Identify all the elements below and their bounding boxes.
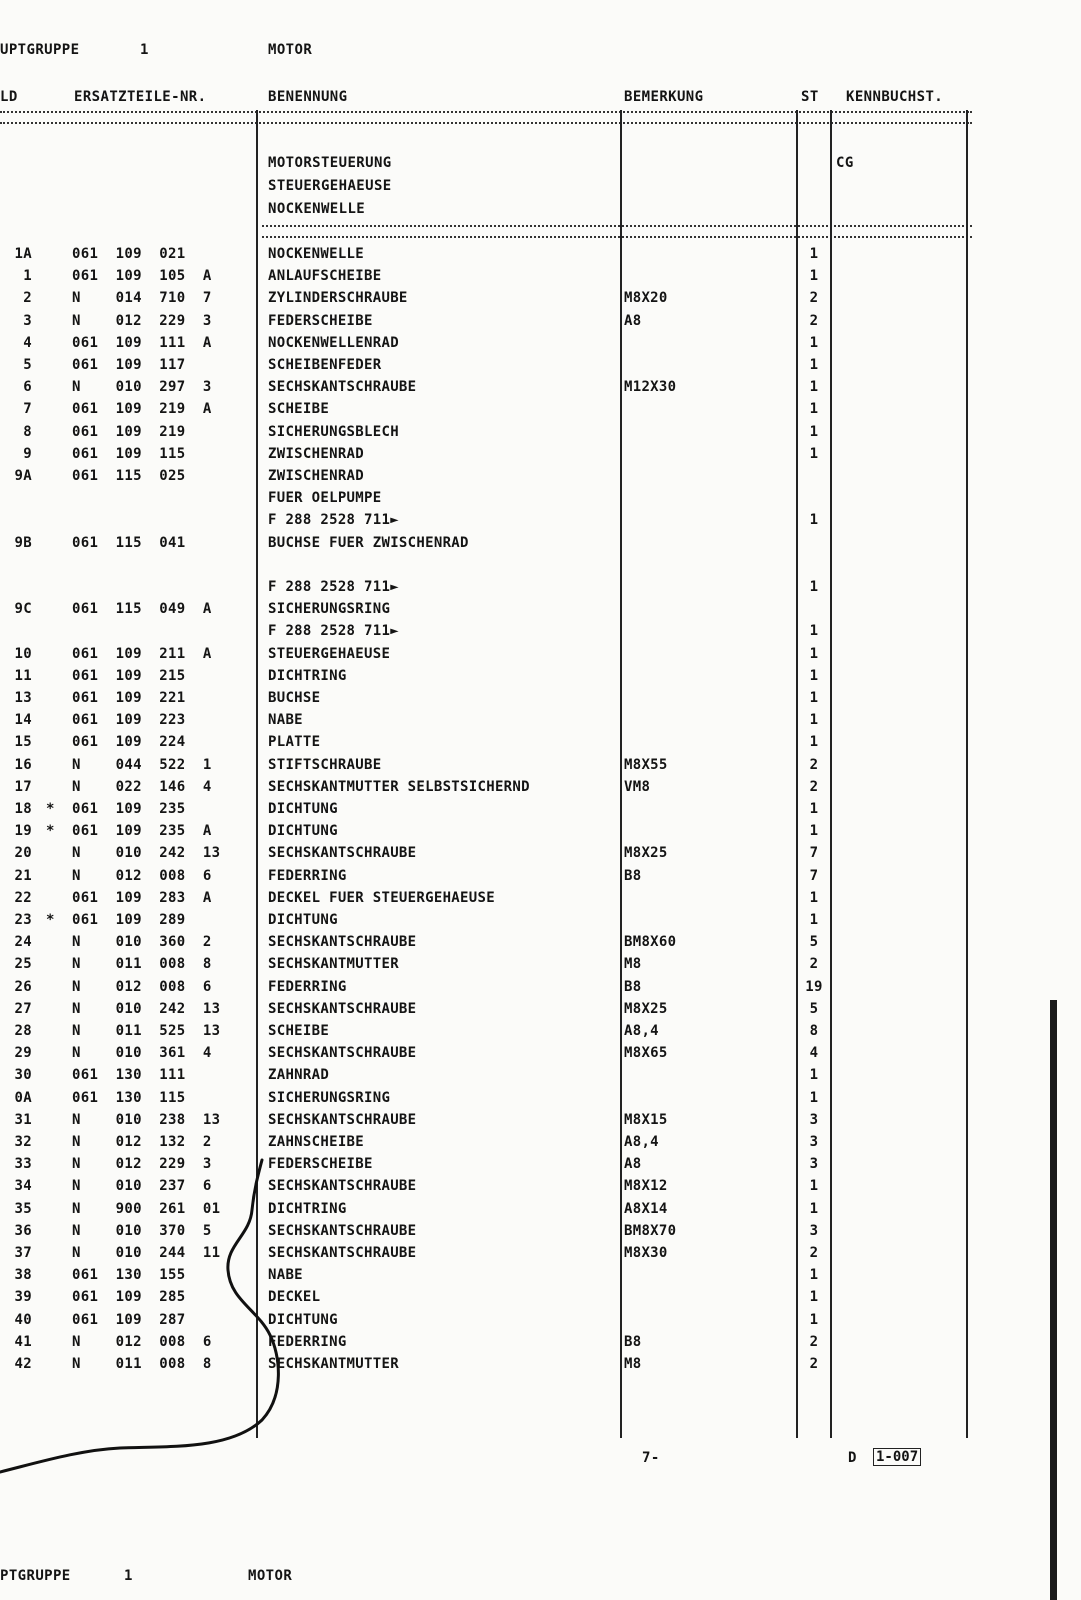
page-code: 1-007 — [873, 1448, 921, 1466]
row-stueck: 7 — [809, 867, 819, 884]
row-stueck: 5 — [809, 1000, 819, 1017]
row-bemerkung: A8X14 — [624, 1200, 668, 1217]
table-row — [0, 398, 1081, 420]
next-group-number: 1 — [124, 1568, 133, 1584]
table-row — [0, 243, 1081, 265]
row-bild: 9C — [14, 601, 32, 618]
row-benennung: SECHSKANTSCHRAUBE — [268, 845, 417, 862]
row-benennung: F 288 2528 711► — [268, 579, 399, 595]
row-part-number: 061 109 285 — [72, 1289, 186, 1306]
row-stueck: 3 — [809, 1134, 819, 1150]
row-benennung: DICHTUNG — [268, 823, 338, 840]
row-bemerkung: M8X12 — [624, 1178, 668, 1195]
row-stueck: 1 — [809, 579, 819, 595]
row-bild: 33 — [14, 1156, 32, 1173]
row-stueck: 4 — [809, 1045, 819, 1062]
row-bild: 9 — [23, 445, 32, 462]
row-benennung: SECHSKANTMUTTER — [268, 956, 399, 973]
table-row — [0, 1064, 1081, 1086]
row-bemerkung: B8 — [624, 867, 642, 884]
table-row — [0, 376, 1081, 398]
row-stueck: 1 — [809, 246, 819, 262]
row-benennung: DICHTRING — [268, 667, 347, 684]
row-bild: 6 — [23, 379, 32, 396]
row-part-number: 061 109 283 A — [72, 889, 212, 906]
row-stueck: 1 — [809, 357, 819, 373]
table-row — [0, 354, 1081, 376]
row-part-number: 061 109 223 — [72, 712, 186, 729]
row-part-number: N 012 229 3 — [72, 312, 212, 329]
row-part-number: N 011 008 8 — [72, 956, 212, 973]
row-bild: 0A — [14, 1089, 32, 1106]
row-bild: 19 — [14, 823, 32, 840]
row-benennung: FEDERSCHEIBE — [268, 1156, 373, 1173]
row-bild: 41 — [14, 1333, 32, 1350]
row-part-number: 061 109 219 — [72, 423, 186, 440]
row-stueck: 1 — [809, 801, 819, 817]
row-stueck: 2 — [809, 756, 819, 773]
row-stueck: 2 — [809, 778, 819, 795]
table-row — [0, 509, 1081, 531]
row-stueck: 1 — [809, 1200, 819, 1217]
row-bemerkung: M8X65 — [624, 1045, 668, 1062]
table-row — [0, 598, 1081, 620]
row-bemerkung: M8X25 — [624, 845, 668, 862]
row-benennung: SECHSKANTSCHRAUBE — [268, 934, 417, 951]
section-line-1: MOTORSTEUERUNG — [268, 155, 392, 171]
row-benennung: SECHSKANTSCHRAUBE — [268, 1245, 417, 1261]
row-benennung: DICHTUNG — [268, 912, 338, 928]
group-number: 1 — [140, 42, 149, 58]
row-part-number: N 010 242 13 — [72, 845, 221, 862]
row-stueck: 1 — [809, 334, 819, 351]
row-marker: * — [46, 912, 55, 928]
page-code-prefix: D — [848, 1450, 857, 1466]
row-stueck: 1 — [809, 1089, 819, 1106]
row-bild: 26 — [14, 978, 32, 995]
table-row — [0, 465, 1081, 487]
row-stueck: 1 — [809, 379, 819, 396]
row-bild: 7 — [23, 401, 32, 418]
row-stueck: 2 — [809, 290, 819, 307]
row-benennung: DICHTUNG — [268, 1311, 338, 1328]
row-bild: 9A — [14, 468, 32, 484]
row-bild: 42 — [14, 1356, 32, 1372]
row-bemerkung: M8X25 — [624, 1000, 668, 1017]
row-benennung: BUCHSE — [268, 690, 321, 706]
row-part-number: N 014 710 7 — [72, 290, 212, 307]
col-st: ST — [801, 89, 819, 105]
row-benennung: DECKEL — [268, 1289, 321, 1306]
table-row — [0, 931, 1081, 953]
row-stueck: 1 — [809, 1267, 819, 1284]
row-part-number: 061 109 215 — [72, 667, 186, 684]
table-row — [0, 687, 1081, 709]
row-bild: 4 — [23, 334, 32, 351]
table-row — [0, 265, 1081, 287]
row-stueck: 3 — [809, 1222, 819, 1239]
row-bild: 37 — [14, 1245, 32, 1261]
row-bemerkung: M8 — [624, 956, 642, 973]
row-part-number: N 010 370 5 — [72, 1222, 212, 1239]
row-stueck: 1 — [809, 712, 819, 729]
row-part-number: 061 109 105 A — [72, 268, 212, 285]
row-bild: 27 — [14, 1000, 32, 1017]
row-benennung: SICHERUNGSBLECH — [268, 423, 399, 440]
row-bild: 8 — [23, 423, 32, 440]
row-bild: 18 — [14, 801, 32, 817]
row-part-number: 061 109 111 A — [72, 334, 212, 351]
row-bild: 20 — [14, 845, 32, 862]
row-benennung: NOCKENWELLENRAD — [268, 334, 399, 351]
row-bemerkung: A8,4 — [624, 1134, 659, 1150]
row-bemerkung: A8 — [624, 1156, 642, 1173]
row-part-number: 061 115 041 — [72, 534, 186, 551]
row-bild: 16 — [14, 756, 32, 773]
row-benennung: SECHSKANTSCHRAUBE — [268, 1178, 417, 1195]
row-part-number: N 012 008 6 — [72, 1333, 212, 1350]
row-benennung: BUCHSE FUER ZWISCHENRAD — [268, 534, 469, 551]
row-benennung: SCHEIBE — [268, 401, 330, 418]
row-benennung: SECHSKANTSCHRAUBE — [268, 1222, 417, 1239]
row-bild: 22 — [14, 889, 32, 906]
table-row — [0, 443, 1081, 465]
row-bemerkung: B8 — [624, 1333, 642, 1350]
page-number: 7- — [642, 1450, 660, 1466]
row-benennung: ZAHNRAD — [268, 1067, 330, 1084]
row-benennung: NOCKENWELLE — [268, 246, 365, 262]
row-bemerkung: M8X30 — [624, 1245, 668, 1261]
table-row — [0, 532, 1081, 554]
row-benennung: ZWISCHENRAD — [268, 468, 365, 484]
row-part-number: N 011 008 8 — [72, 1356, 212, 1372]
row-stueck: 7 — [809, 845, 819, 862]
row-bild: 24 — [14, 934, 32, 951]
row-benennung: ANLAUFSCHEIBE — [268, 268, 382, 285]
row-stueck: 2 — [809, 1245, 819, 1261]
row-benennung: FEDERRING — [268, 1333, 347, 1350]
table-row — [0, 620, 1081, 642]
row-marker: * — [46, 801, 55, 817]
table-row — [0, 953, 1081, 975]
row-part-number: 061 109 117 — [72, 357, 186, 373]
row-stueck: 1 — [809, 645, 819, 662]
table-row — [0, 554, 1081, 576]
row-part-number: 061 109 224 — [72, 734, 186, 751]
table-row — [0, 887, 1081, 909]
row-bild: 36 — [14, 1222, 32, 1239]
row-part-number: N 012 132 2 — [72, 1134, 212, 1150]
row-bild: 11 — [14, 667, 32, 684]
table-row — [0, 754, 1081, 776]
row-bild: 1 — [23, 268, 32, 285]
row-bemerkung: A8,4 — [624, 1023, 659, 1039]
table-row — [0, 976, 1081, 998]
row-bild: 1A — [14, 246, 32, 262]
row-stueck: 1 — [809, 667, 819, 684]
row-stueck: 1 — [809, 1311, 819, 1328]
table-row — [0, 776, 1081, 798]
row-benennung: SICHERUNGSRING — [268, 1089, 391, 1106]
row-part-number: N 012 008 6 — [72, 867, 212, 884]
row-benennung: SECHSKANTSCHRAUBE — [268, 1000, 417, 1017]
row-part-number: N 012 008 6 — [72, 978, 212, 995]
table-row — [0, 1042, 1081, 1064]
row-stueck: 3 — [809, 1156, 819, 1173]
group-label: UPTGRUPPE — [0, 42, 80, 58]
table-row — [0, 865, 1081, 887]
section-line-3: NOCKENWELLE — [268, 201, 366, 217]
row-benennung: DICHTRING — [268, 1200, 347, 1217]
row-stueck: 1 — [809, 823, 819, 840]
row-bild: 21 — [14, 867, 32, 884]
section-separator — [262, 225, 972, 238]
row-stueck: 5 — [809, 934, 819, 951]
table-row — [0, 487, 1081, 509]
row-bemerkung: M12X30 — [624, 379, 677, 396]
row-benennung: SCHEIBENFEDER — [268, 357, 382, 373]
row-part-number: N 010 238 13 — [72, 1111, 221, 1128]
row-stueck: 1 — [809, 1178, 819, 1195]
row-part-number: N 011 525 13 — [72, 1023, 221, 1039]
row-stueck: 1 — [809, 889, 819, 906]
row-part-number: 061 115 049 A — [72, 601, 212, 618]
row-stueck: 2 — [809, 1333, 819, 1350]
row-bild: 34 — [14, 1178, 32, 1195]
row-benennung: SECHSKANTSCHRAUBE — [268, 379, 417, 396]
row-benennung: DECKEL FUER STEUERGEHAEUSE — [268, 889, 495, 906]
row-bild: 5 — [23, 357, 32, 373]
col-benennung: BENENNUNG — [268, 89, 348, 105]
table-row — [0, 909, 1081, 931]
row-part-number: 061 130 111 — [72, 1067, 186, 1084]
col-bemerkung: BEMERKUNG — [624, 89, 704, 105]
row-marker: * — [46, 823, 55, 840]
row-benennung: F 288 2528 711► — [268, 512, 399, 529]
row-part-number: 061 109 289 — [72, 912, 186, 928]
row-bemerkung: M8X20 — [624, 290, 668, 307]
row-part-number: 061 109 021 — [72, 246, 186, 262]
row-benennung: SCHEIBE — [268, 1023, 330, 1039]
group-name: MOTOR — [268, 42, 313, 58]
row-bild: 9B — [14, 534, 32, 551]
table-row — [0, 731, 1081, 753]
table-row — [0, 1109, 1081, 1131]
row-bild: 31 — [14, 1111, 32, 1128]
row-benennung: SICHERUNGSRING — [268, 601, 391, 618]
col-nr: ERSATZTEILE-NR. — [74, 89, 207, 105]
row-benennung: STIFTSCHRAUBE — [268, 756, 382, 773]
row-stueck: 1 — [809, 512, 819, 529]
row-stueck: 3 — [809, 1111, 819, 1128]
next-group-name: MOTOR — [248, 1568, 293, 1584]
row-bild: 14 — [14, 712, 32, 729]
row-stueck: 1 — [809, 1289, 819, 1306]
row-bild: 13 — [14, 690, 32, 706]
row-stueck: 2 — [809, 956, 819, 973]
header-separator — [0, 111, 972, 124]
row-bild: 17 — [14, 778, 32, 795]
page-edge-shadow — [1050, 1000, 1057, 1600]
table-row — [0, 798, 1081, 820]
row-benennung: NABE — [268, 712, 303, 729]
row-benennung: FUER OELPUMPE — [268, 490, 382, 507]
row-benennung: SECHSKANTMUTTER — [268, 1356, 399, 1372]
row-bild: 38 — [14, 1267, 32, 1284]
row-part-number: 061 130 115 — [72, 1089, 186, 1106]
row-stueck: 1 — [809, 423, 819, 440]
section-line-2: STEUERGEHAEUSE — [268, 178, 392, 194]
row-benennung: ZAHNSCHEIBE — [268, 1134, 365, 1150]
row-part-number: N 010 242 13 — [72, 1000, 221, 1017]
row-stueck: 2 — [809, 312, 819, 329]
table-row — [0, 998, 1081, 1020]
row-part-number: 061 109 287 — [72, 1311, 186, 1328]
row-stueck: 1 — [809, 690, 819, 706]
row-stueck: 19 — [805, 978, 823, 995]
table-row — [0, 643, 1081, 665]
row-stueck: 1 — [809, 912, 819, 928]
row-part-number: 061 109 221 — [72, 690, 186, 706]
row-bild: 10 — [14, 645, 32, 662]
row-stueck: 2 — [809, 1356, 819, 1372]
table-row — [0, 1020, 1081, 1042]
row-benennung: FEDERSCHEIBE — [268, 312, 373, 329]
row-bild: 29 — [14, 1045, 32, 1062]
row-part-number: 061 109 235 A — [72, 823, 212, 840]
row-bild: 2 — [23, 290, 32, 307]
row-benennung: FEDERRING — [268, 978, 347, 995]
col-bild: LD — [0, 89, 18, 105]
table-row — [0, 287, 1081, 309]
row-stueck: 1 — [809, 1067, 819, 1084]
row-part-number: N 900 261 01 — [72, 1200, 221, 1217]
row-bild: 35 — [14, 1200, 32, 1217]
row-stueck: 1 — [809, 445, 819, 462]
row-bemerkung: A8 — [624, 312, 642, 329]
row-bemerkung: VM8 — [624, 778, 651, 795]
table-row — [0, 665, 1081, 687]
row-bild: 28 — [14, 1023, 32, 1039]
row-bemerkung: M8X15 — [624, 1111, 668, 1128]
row-part-number: 061 109 115 — [72, 445, 186, 462]
row-bild: 32 — [14, 1134, 32, 1150]
row-part-number: N 010 244 11 — [72, 1245, 221, 1261]
table-row — [0, 332, 1081, 354]
next-group-label: PTGRUPPE — [0, 1568, 71, 1584]
table-row — [0, 709, 1081, 731]
row-benennung: F 288 2528 711► — [268, 623, 399, 640]
handwritten-scribble — [0, 1150, 320, 1480]
table-row — [0, 421, 1081, 443]
row-part-number: N 010 237 6 — [72, 1178, 212, 1195]
row-bild: 40 — [14, 1311, 32, 1328]
row-part-number: N 044 522 1 — [72, 756, 212, 773]
row-benennung: SECHSKANTSCHRAUBE — [268, 1111, 417, 1128]
row-bild: 25 — [14, 956, 32, 973]
row-bemerkung: B8 — [624, 978, 642, 995]
row-bemerkung: M8X55 — [624, 756, 668, 773]
row-bild: 30 — [14, 1067, 32, 1084]
row-stueck: 1 — [809, 623, 819, 640]
row-part-number: N 022 146 4 — [72, 778, 212, 795]
row-stueck: 1 — [809, 268, 819, 285]
table-row — [0, 842, 1081, 864]
row-part-number: 061 109 219 A — [72, 401, 212, 418]
row-benennung: SECHSKANTMUTTER SELBSTSICHERND — [268, 778, 530, 795]
row-bild: 15 — [14, 734, 32, 751]
row-bemerkung: M8 — [624, 1356, 642, 1372]
row-stueck: 1 — [809, 401, 819, 418]
row-part-number: 061 109 235 — [72, 801, 186, 817]
row-benennung: PLATTE — [268, 734, 321, 751]
row-benennung: FEDERRING — [268, 867, 347, 884]
row-benennung: ZWISCHENRAD — [268, 445, 365, 462]
table-row — [0, 820, 1081, 842]
row-benennung: DICHTUNG — [268, 801, 338, 817]
row-benennung: NABE — [268, 1267, 303, 1284]
row-bild: 3 — [23, 312, 32, 329]
row-bemerkung: BM8X70 — [624, 1222, 677, 1239]
row-bild: 23 — [14, 912, 32, 928]
row-benennung: SECHSKANTSCHRAUBE — [268, 1045, 417, 1062]
table-row — [0, 576, 1081, 598]
row-part-number: 061 130 155 — [72, 1267, 186, 1284]
row-part-number: N 010 297 3 — [72, 379, 212, 396]
row-part-number: 061 115 025 — [72, 468, 186, 484]
section-kennbuchst: CG — [836, 155, 854, 171]
row-part-number: 061 109 211 A — [72, 645, 212, 662]
row-stueck: 1 — [809, 734, 819, 751]
row-part-number: N 010 361 4 — [72, 1045, 212, 1062]
row-stueck: 8 — [809, 1023, 819, 1039]
table-row — [0, 1087, 1081, 1109]
row-part-number: N 012 229 3 — [72, 1156, 212, 1173]
row-bild: 39 — [14, 1289, 32, 1306]
row-part-number: N 010 360 2 — [72, 934, 212, 951]
col-kennbuchst: KENNBUCHST. — [846, 89, 944, 105]
row-bemerkung: BM8X60 — [624, 934, 677, 951]
table-row — [0, 310, 1081, 332]
row-benennung: STEUERGEHAEUSE — [268, 645, 391, 662]
row-benennung: ZYLINDERSCHRAUBE — [268, 290, 408, 307]
